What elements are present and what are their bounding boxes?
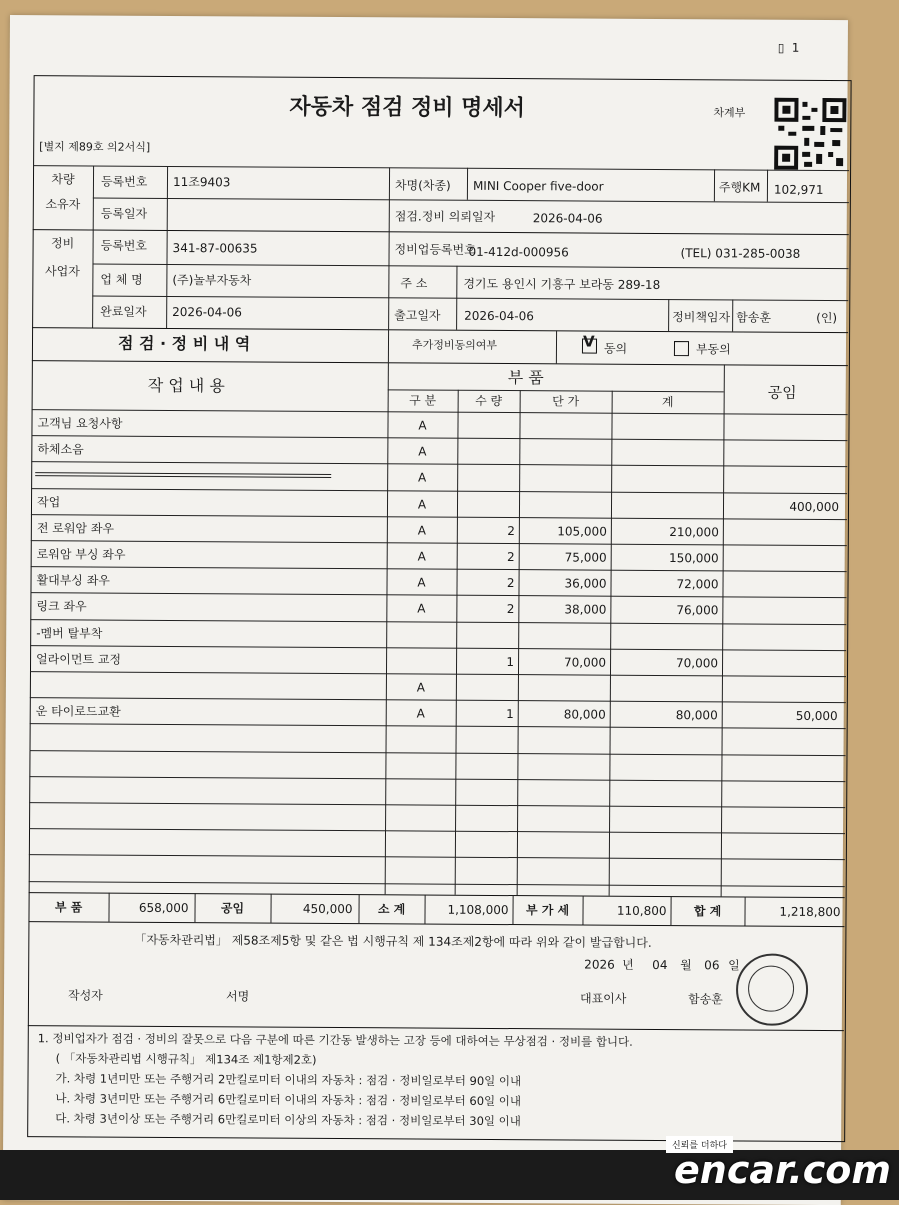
shop-section-label-1: 정비 <box>33 237 93 249</box>
cell-work: 얼라이먼트 교정 <box>36 653 121 666</box>
cell-type: A <box>386 707 456 719</box>
issue-day: 06 <box>704 959 719 971</box>
owner-reg-no: 11조9403 <box>173 176 230 188</box>
cell-qty: 2 <box>457 577 515 589</box>
issue-month-unit: 월 <box>680 959 692 971</box>
release-date-label: 출고일자 <box>394 309 440 321</box>
cell-sum: 150,000 <box>611 552 719 565</box>
cell-type: A <box>387 524 457 536</box>
mileage-value: 102,971 <box>774 184 824 196</box>
rep-name: 함송훈 <box>688 993 723 1005</box>
doc-title: 자동차 점검 정비 명세서 <box>289 97 525 120</box>
cell-work: 하체소음 <box>37 443 83 455</box>
details-heading: 점 검 · 정 비 내 역 <box>118 336 250 353</box>
cell-qty: 1 <box>456 656 514 668</box>
rep-label: 대표이사 <box>580 993 626 1005</box>
cell-work: 운 타이로드교환 <box>36 705 121 718</box>
cell-sum: 72,000 <box>611 578 719 591</box>
agree-label: 동의 <box>604 343 627 355</box>
issue-month: 04 <box>652 959 667 971</box>
cell-work: 링크 좌우 <box>36 600 86 612</box>
mileage-label: 주행KM <box>719 181 760 193</box>
cell-work: 작업 <box>37 496 60 508</box>
cell-price: 70,000 <box>518 656 606 669</box>
cell-labor: 400,000 <box>723 500 839 513</box>
cell-work: 전 로워암 좌우 <box>37 522 114 534</box>
consent-label: 추가정비동의여부 <box>412 339 497 351</box>
note-line: 나. 차령 3년미만 또는 주행거리 6만킬로미터 이내의 자동차 : 점검 · 정비일로부터 60일 이내 <box>55 1093 521 1107</box>
items-table-body <box>10 15 848 20</box>
shop-reg-no: 341-87-00635 <box>173 242 258 255</box>
checkmark-icon: V <box>583 335 595 350</box>
cell-price: 36,000 <box>519 577 607 590</box>
manager-name: 함송훈 <box>736 311 771 323</box>
cell-type: A <box>387 445 457 457</box>
cell-qty: 1 <box>456 708 514 720</box>
cell-labor: 50,000 <box>722 709 838 722</box>
shop-reg-no-label: 등록번호 <box>101 240 147 252</box>
issue-statement: 「자동차관리법」 제58조제5항 및 같은 법 시행규칙 제 134조제2항에 따라 위와 같이 발급합니다. <box>134 934 651 949</box>
subtotal-label: 소 계 <box>359 903 425 915</box>
biz-reg-label: 정비업등록번호 <box>395 243 476 255</box>
release-date: 2026-04-06 <box>464 310 534 322</box>
writer-label: 작성자 <box>68 989 103 1001</box>
cell-price: 75,000 <box>519 551 607 564</box>
total-labor-value: 450,000 <box>271 903 353 916</box>
cell-type: A <box>387 550 457 562</box>
shop-phone: (TEL) 031-285-0038 <box>681 247 801 260</box>
address-label: 주 소 <box>400 277 427 289</box>
biz-reg-no: 01-412d-000956 <box>469 246 569 259</box>
company-seal-icon <box>736 953 808 1025</box>
cell-work: 활대부싱 좌우 <box>37 574 110 586</box>
col-sum-header: 계 <box>612 396 724 409</box>
cell-qty: 2 <box>457 551 515 563</box>
request-date: 2026-04-06 <box>533 212 603 224</box>
cell-work: -멤버 탈부착 <box>36 627 102 639</box>
owner-section-label-2: 소유자 <box>33 198 93 210</box>
model-label: 차명(차종) <box>395 179 451 191</box>
issue-day-unit: 일 <box>728 959 740 971</box>
shop-section-label-2: 사업자 <box>32 265 92 277</box>
note-line: ( 「자동차관리법 시행규칙」 제134조 제1항제2호) <box>56 1053 317 1066</box>
vat-value: 110,800 <box>583 905 667 918</box>
col-price-header: 단 가 <box>520 395 612 408</box>
shop-name-label: 업 체 명 <box>100 274 142 286</box>
owner-section-label-1: 차량 <box>33 173 93 185</box>
cell-sum: 210,000 <box>611 526 719 539</box>
subtotal-value: 1,108,000 <box>425 904 509 917</box>
disagree-label: 부동의 <box>696 343 731 355</box>
sign-label: 서명 <box>226 990 249 1002</box>
work-header: 작 업 내 용 <box>148 378 225 394</box>
col-type-header: 구 분 <box>388 394 458 406</box>
cell-type: A <box>387 471 457 483</box>
cell-type: A <box>387 419 457 431</box>
cell-type: A <box>386 681 456 693</box>
page-number: 1 <box>792 42 800 54</box>
done-date: 2026-04-06 <box>172 306 242 318</box>
labor-header: 공임 <box>768 386 797 401</box>
grand-total-label: 합 계 <box>671 905 745 917</box>
cell-sum: 76,000 <box>610 604 718 617</box>
total-parts-label: 부 품 <box>29 901 109 913</box>
note-line: 1. 정비업자가 점검 · 정비의 잘못으로 다음 구분에 따른 기간동 발생하는 고장 등에 대하여는 무상점검 · 정비를 합니다. <box>38 1033 633 1048</box>
page-number-icon: ▯ <box>778 42 785 54</box>
manager-label: 정비책임자 <box>672 311 730 323</box>
total-labor-label: 공임 <box>195 902 271 914</box>
col-qty-header: 수 량 <box>458 395 520 407</box>
document-page <box>3 15 848 1205</box>
cell-type: A <box>387 576 457 588</box>
model-value: MINI Cooper five-door <box>473 180 604 193</box>
cell-sum: 70,000 <box>610 657 718 670</box>
cell-qty: 2 <box>457 525 515 537</box>
owner-reg-no-label: 등록번호 <box>101 176 147 188</box>
issue-year-unit: 년 <box>622 959 634 971</box>
cell-qty: 2 <box>456 603 514 615</box>
shop-address: 경기도 용인시 기흥구 보라동 289-18 <box>463 278 660 291</box>
cell-price: 38,000 <box>518 603 606 616</box>
form-number: [별지 제89호 의2서식] <box>39 141 150 153</box>
brand-tagline: 신뢰를 더하다 <box>666 1136 733 1153</box>
note-line: 가. 차령 1년미만 또는 주행거리 2만킬로미터 이내의 자동차 : 점검 · 정비일로부터 90일 이내 <box>55 1073 521 1087</box>
note-line: 다. 차령 3년이상 또는 주행거리 6만킬로미터 이상의 자동차 : 점검 · 정비일로부터 30일 이내 <box>55 1113 521 1127</box>
request-date-label: 점검.정비 의뢰일자 <box>395 210 495 223</box>
qr-code-icon <box>774 98 846 170</box>
done-date-label: 완료일자 <box>100 306 146 318</box>
seal-mark: (인) <box>816 312 837 324</box>
cell-type: A <box>387 498 457 510</box>
cell-price: 105,000 <box>519 525 607 538</box>
cell-price: 80,000 <box>518 708 606 721</box>
cell-sum: 80,000 <box>610 709 718 722</box>
cell-work: 로워암 부싱 좌우 <box>37 548 126 561</box>
disagree-checkbox[interactable] <box>674 341 689 356</box>
issue-year: 2026 <box>584 959 615 971</box>
vat-label: 부 가 세 <box>513 904 583 916</box>
form-label: 차계부 <box>713 107 745 118</box>
owner-reg-date-label: 등록일자 <box>101 208 147 220</box>
cell-work: 고객님 요청사항 <box>37 417 122 430</box>
cell-type: A <box>386 602 456 614</box>
parts-header: 부 품 <box>508 370 544 386</box>
notes-block <box>10 15 848 20</box>
shop-name: (주)놀부자동차 <box>172 274 251 286</box>
grand-total-value: 1,218,800 <box>745 906 841 919</box>
encar-logo: encar.com <box>674 1148 891 1192</box>
total-parts-value: 658,000 <box>109 902 189 914</box>
